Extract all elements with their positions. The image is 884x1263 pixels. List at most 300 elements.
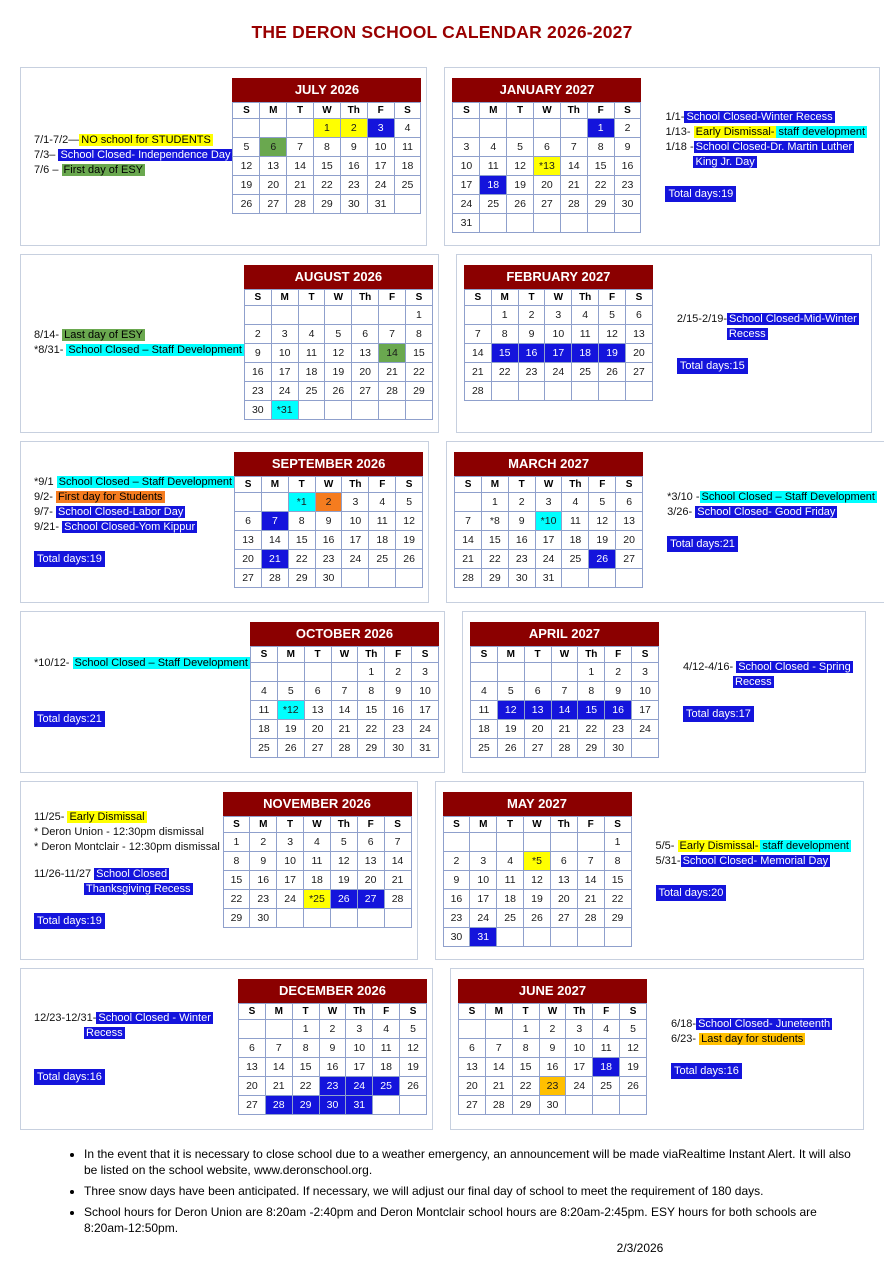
day-cell: 20 bbox=[459, 1077, 486, 1096]
month-title: DECEMBER 2026 bbox=[238, 979, 427, 1003]
day-cell: 18 bbox=[497, 890, 524, 909]
day-cell: 23 bbox=[539, 1077, 566, 1096]
day-cell: 12 bbox=[396, 512, 423, 531]
weekday-header-row bbox=[223, 817, 411, 833]
week-row bbox=[233, 157, 421, 176]
note-line bbox=[677, 327, 859, 342]
day-cell: 8 bbox=[223, 852, 250, 871]
day-cell: 20 bbox=[352, 363, 379, 382]
month-title: OCTOBER 2026 bbox=[250, 622, 439, 646]
day-cell: 12 bbox=[233, 157, 260, 176]
note-line bbox=[34, 133, 232, 148]
month-notes bbox=[683, 660, 853, 722]
day-cell: 6 bbox=[239, 1039, 266, 1058]
day-cell: 30 bbox=[605, 739, 632, 758]
day-cell: 1 bbox=[358, 663, 385, 682]
weekday-header: S bbox=[412, 647, 439, 663]
month-notes bbox=[34, 810, 223, 929]
day-cell bbox=[265, 1020, 292, 1039]
weekday-header: F bbox=[587, 103, 614, 119]
note-segment: School Closed – Staff Development bbox=[74, 656, 248, 669]
weekday-header: S bbox=[471, 647, 498, 663]
note-segment: King Jr. Day bbox=[695, 155, 755, 168]
day-cell: 5 bbox=[330, 833, 357, 852]
note-segment: Recess bbox=[86, 1027, 123, 1039]
day-cell: 30 bbox=[443, 928, 470, 947]
weekday-header: T bbox=[287, 103, 314, 119]
day-cell bbox=[455, 493, 482, 512]
day-cell bbox=[287, 119, 314, 138]
day-cell: 24 bbox=[342, 550, 369, 569]
day-cell bbox=[485, 1020, 512, 1039]
calendar-july-2026 bbox=[232, 78, 421, 214]
note-segment: School Closed- Memorial Day bbox=[682, 854, 829, 867]
day-cell: 2 bbox=[605, 663, 632, 682]
day-cell bbox=[471, 663, 498, 682]
note-line bbox=[34, 163, 232, 178]
weekday-header: F bbox=[593, 1004, 620, 1020]
day-cell: 14 bbox=[261, 531, 288, 550]
calendar-grid bbox=[443, 816, 632, 947]
day-cell: 23 bbox=[518, 363, 545, 382]
day-cell: 9 bbox=[340, 138, 367, 157]
calendar-august-2026 bbox=[244, 265, 433, 420]
calendar-grid bbox=[232, 102, 421, 214]
day-cell: 9 bbox=[443, 871, 470, 890]
day-cell bbox=[235, 493, 262, 512]
day-cell: 26 bbox=[233, 195, 260, 214]
day-cell: 8 bbox=[292, 1039, 319, 1058]
month-panel-july-2026 bbox=[20, 67, 427, 246]
day-cell bbox=[239, 1020, 266, 1039]
week-row bbox=[239, 1039, 427, 1058]
week-row bbox=[235, 512, 423, 531]
day-cell: 6 bbox=[625, 306, 652, 325]
day-cell bbox=[518, 382, 545, 401]
day-cell bbox=[497, 928, 524, 947]
day-cell: 1 bbox=[512, 1020, 539, 1039]
calendar-row bbox=[20, 441, 875, 603]
week-row bbox=[471, 739, 659, 758]
day-cell: 8 bbox=[314, 138, 341, 157]
day-cell: 17 bbox=[367, 157, 394, 176]
day-cell: 24 bbox=[632, 720, 659, 739]
note-segment: *9/1 bbox=[34, 476, 57, 488]
calendar-grid bbox=[250, 646, 439, 758]
day-cell bbox=[325, 401, 352, 420]
calendar-november-2026 bbox=[223, 792, 412, 928]
week-row bbox=[233, 138, 421, 157]
day-cell: 10 bbox=[342, 512, 369, 531]
day-cell: 27 bbox=[352, 382, 379, 401]
weekday-header: W bbox=[551, 647, 578, 663]
week-row bbox=[459, 1020, 647, 1039]
day-cell: 18 bbox=[304, 871, 331, 890]
note-segment: Recess bbox=[735, 676, 772, 688]
day-cell: 20 bbox=[235, 550, 262, 569]
day-cell: 17 bbox=[277, 871, 304, 890]
note-segment: Last day for students bbox=[701, 1033, 804, 1045]
calendar-december-2026 bbox=[238, 979, 427, 1115]
day-cell: 26 bbox=[325, 382, 352, 401]
day-cell bbox=[491, 382, 518, 401]
note-line bbox=[34, 656, 250, 671]
day-cell: 7 bbox=[455, 512, 482, 531]
day-cell: 31 bbox=[453, 214, 480, 233]
week-row bbox=[471, 701, 659, 720]
note-line bbox=[665, 140, 867, 155]
note-gap bbox=[34, 683, 250, 695]
weekday-header: S bbox=[459, 1004, 486, 1020]
weekday-header: T bbox=[277, 817, 304, 833]
day-cell: 13 bbox=[304, 701, 331, 720]
weekday-header: T bbox=[304, 647, 331, 663]
weekday-header: W bbox=[331, 647, 358, 663]
day-cell: 11 bbox=[480, 157, 507, 176]
weekday-header-row bbox=[459, 1004, 647, 1020]
day-cell: 2 bbox=[250, 833, 277, 852]
note-segment: *10/12- bbox=[34, 656, 73, 669]
day-cell: 17 bbox=[566, 1058, 593, 1077]
day-cell: 20 bbox=[357, 871, 384, 890]
day-cell: 14 bbox=[287, 157, 314, 176]
calendar-may-2027 bbox=[443, 792, 632, 947]
weekday-header: F bbox=[577, 817, 604, 833]
day-cell: 16 bbox=[605, 701, 632, 720]
day-cell: 23 bbox=[443, 909, 470, 928]
day-cell bbox=[400, 1096, 427, 1115]
day-cell: *8 bbox=[481, 512, 508, 531]
day-cell: 1 bbox=[578, 663, 605, 682]
note-line bbox=[677, 312, 859, 327]
note-line bbox=[34, 810, 223, 825]
day-cell: 10 bbox=[566, 1039, 593, 1058]
day-cell bbox=[470, 833, 497, 852]
day-cell: 5 bbox=[277, 682, 304, 701]
day-cell: 11 bbox=[373, 1039, 400, 1058]
note-segment: School Closed-Yom Kippur bbox=[64, 521, 196, 533]
day-cell: 21 bbox=[261, 550, 288, 569]
month-notes bbox=[656, 839, 852, 901]
day-cell: 5 bbox=[620, 1020, 647, 1039]
week-row bbox=[459, 1039, 647, 1058]
note-line bbox=[34, 475, 234, 490]
day-cell: 17 bbox=[632, 701, 659, 720]
day-cell: 11 bbox=[572, 325, 599, 344]
day-cell: 4 bbox=[251, 682, 278, 701]
day-cell: 31 bbox=[367, 195, 394, 214]
weekday-header: W bbox=[315, 477, 342, 493]
total-days-badge: Total days:21 bbox=[34, 711, 105, 727]
day-cell: 11 bbox=[394, 138, 421, 157]
note-segment: School Closed-Labor Day bbox=[58, 506, 184, 518]
weekday-header: M bbox=[265, 1004, 292, 1020]
month-panel-april-2027 bbox=[462, 611, 866, 773]
day-cell bbox=[507, 119, 534, 138]
day-cell: 23 bbox=[244, 382, 271, 401]
day-cell: 28 bbox=[265, 1096, 292, 1115]
note-line bbox=[34, 490, 234, 505]
week-row bbox=[239, 1096, 427, 1115]
day-cell: 3 bbox=[566, 1020, 593, 1039]
weekday-header: M bbox=[485, 1004, 512, 1020]
day-cell: 17 bbox=[453, 176, 480, 195]
day-cell: 28 bbox=[577, 909, 604, 928]
day-cell bbox=[352, 401, 379, 420]
day-cell: 24 bbox=[545, 363, 572, 382]
day-cell: 19 bbox=[396, 531, 423, 550]
weekday-header: S bbox=[233, 103, 260, 119]
day-cell: 22 bbox=[587, 176, 614, 195]
weekday-header: Th bbox=[342, 477, 369, 493]
note-line bbox=[667, 505, 877, 520]
day-cell: 6 bbox=[357, 833, 384, 852]
day-cell bbox=[497, 833, 524, 852]
day-cell: 23 bbox=[614, 176, 641, 195]
weekday-header-row bbox=[471, 647, 659, 663]
weekday-header: S bbox=[384, 817, 411, 833]
day-cell: *10 bbox=[535, 512, 562, 531]
month-notes bbox=[677, 312, 859, 374]
day-cell: 11 bbox=[251, 701, 278, 720]
day-cell: 29 bbox=[604, 909, 631, 928]
day-cell: 6 bbox=[524, 682, 551, 701]
day-cell: 17 bbox=[535, 531, 562, 550]
day-cell: 28 bbox=[384, 890, 411, 909]
day-cell: 15 bbox=[314, 157, 341, 176]
note-segment: 12/23-12/31- bbox=[34, 1012, 97, 1024]
note-line bbox=[34, 1026, 238, 1041]
day-cell: 18 bbox=[251, 720, 278, 739]
note-line bbox=[34, 882, 223, 897]
weekday-header: W bbox=[319, 1004, 346, 1020]
calendar-grid bbox=[452, 102, 641, 233]
weekday-header: W bbox=[314, 103, 341, 119]
day-cell bbox=[614, 214, 641, 233]
day-cell bbox=[551, 663, 578, 682]
day-cell: 26 bbox=[620, 1077, 647, 1096]
day-cell bbox=[625, 382, 652, 401]
calendar-september-2026 bbox=[234, 452, 423, 588]
calendar-row bbox=[20, 968, 864, 1130]
weekday-header: M bbox=[261, 477, 288, 493]
day-cell: 4 bbox=[304, 833, 331, 852]
day-cell: 25 bbox=[480, 195, 507, 214]
week-row bbox=[244, 363, 432, 382]
day-cell bbox=[277, 909, 304, 928]
day-cell: 2 bbox=[319, 1020, 346, 1039]
day-cell: 1 bbox=[481, 493, 508, 512]
day-cell: 16 bbox=[385, 701, 412, 720]
note-line bbox=[34, 505, 234, 520]
day-cell: 19 bbox=[524, 890, 551, 909]
day-cell: 15 bbox=[512, 1058, 539, 1077]
day-cell: 16 bbox=[244, 363, 271, 382]
day-cell: 26 bbox=[599, 363, 626, 382]
day-cell: 25 bbox=[373, 1077, 400, 1096]
day-cell: 25 bbox=[394, 176, 421, 195]
weekday-header: W bbox=[534, 103, 561, 119]
day-cell bbox=[616, 569, 643, 588]
day-cell: 29 bbox=[358, 739, 385, 758]
day-cell: 23 bbox=[605, 720, 632, 739]
day-cell bbox=[577, 928, 604, 947]
day-cell: 15 bbox=[604, 871, 631, 890]
weekday-header: S bbox=[464, 290, 491, 306]
note-segment: 6/23- bbox=[671, 1033, 700, 1045]
note-segment: staff development bbox=[762, 839, 849, 852]
month-panel-february-2027 bbox=[456, 254, 872, 433]
day-cell: 11 bbox=[562, 512, 589, 531]
weekday-header: Th bbox=[340, 103, 367, 119]
day-cell bbox=[396, 569, 423, 588]
day-cell: 25 bbox=[562, 550, 589, 569]
note-segment: Early Dismissal- bbox=[679, 839, 759, 852]
note-segment: 2/15-2/19- bbox=[676, 312, 728, 325]
day-cell: 2 bbox=[508, 493, 535, 512]
weekday-header: Th bbox=[560, 103, 587, 119]
day-cell: 7 bbox=[384, 833, 411, 852]
week-row bbox=[443, 890, 631, 909]
calendar-grid bbox=[470, 646, 659, 758]
day-cell: 16 bbox=[315, 531, 342, 550]
day-cell: 29 bbox=[292, 1096, 319, 1115]
day-cell bbox=[298, 401, 325, 420]
day-cell: 24 bbox=[412, 720, 439, 739]
day-cell: 17 bbox=[470, 890, 497, 909]
day-cell: 18 bbox=[373, 1058, 400, 1077]
day-cell: 21 bbox=[455, 550, 482, 569]
note-segment: School Closed – Staff Development bbox=[58, 476, 233, 488]
day-cell: 28 bbox=[485, 1096, 512, 1115]
weekday-header: M bbox=[470, 817, 497, 833]
month-title: NOVEMBER 2026 bbox=[223, 792, 412, 816]
day-cell: 20 bbox=[260, 176, 287, 195]
day-cell: 27 bbox=[550, 909, 577, 928]
day-cell bbox=[524, 928, 551, 947]
calendar-grid bbox=[238, 1003, 427, 1115]
day-cell: 3 bbox=[632, 663, 659, 682]
weekday-header: S bbox=[453, 103, 480, 119]
day-cell: 1 bbox=[292, 1020, 319, 1039]
day-cell: 28 bbox=[287, 195, 314, 214]
week-row bbox=[464, 306, 652, 325]
day-cell: 8 bbox=[288, 512, 315, 531]
week-row bbox=[233, 176, 421, 195]
week-row bbox=[251, 739, 439, 758]
weekday-header: Th bbox=[550, 817, 577, 833]
day-cell: 9 bbox=[250, 852, 277, 871]
weekday-header: S bbox=[632, 647, 659, 663]
week-row bbox=[453, 157, 641, 176]
month-panel-november-2026 bbox=[20, 781, 418, 960]
day-cell: 2 bbox=[340, 119, 367, 138]
day-cell: 31 bbox=[346, 1096, 373, 1115]
day-cell: 6 bbox=[459, 1039, 486, 1058]
note-line bbox=[671, 1017, 851, 1032]
weekday-header: Th bbox=[572, 290, 599, 306]
month-title: AUGUST 2026 bbox=[244, 265, 433, 289]
weekday-header: S bbox=[614, 103, 641, 119]
note-line bbox=[34, 825, 223, 840]
day-cell: 27 bbox=[534, 195, 561, 214]
weekday-header: T bbox=[292, 1004, 319, 1020]
note-line bbox=[34, 840, 223, 855]
day-cell: 23 bbox=[508, 550, 535, 569]
note-segment: 9/7- bbox=[34, 506, 57, 518]
day-cell: 5 bbox=[507, 138, 534, 157]
day-cell: 19 bbox=[277, 720, 304, 739]
day-cell: 27 bbox=[357, 890, 384, 909]
day-cell: 1 bbox=[587, 119, 614, 138]
day-cell: 20 bbox=[625, 344, 652, 363]
month-panel-september-2026 bbox=[20, 441, 429, 603]
day-cell: 3 bbox=[545, 306, 572, 325]
calendar-row bbox=[20, 611, 864, 773]
day-cell: 5 bbox=[233, 138, 260, 157]
day-cell: 27 bbox=[616, 550, 643, 569]
day-cell: 5 bbox=[599, 306, 626, 325]
note-line bbox=[665, 125, 867, 140]
month-notes bbox=[34, 656, 250, 727]
month-title: MARCH 2027 bbox=[454, 452, 643, 476]
day-cell: 10 bbox=[453, 157, 480, 176]
footer-date: 2/3/2026 bbox=[616, 1241, 664, 1255]
note-gap bbox=[34, 1041, 238, 1053]
day-cell: 12 bbox=[589, 512, 616, 531]
week-row bbox=[453, 195, 641, 214]
weekday-header: Th bbox=[578, 647, 605, 663]
day-cell: 2 bbox=[244, 325, 271, 344]
weekday-header: S bbox=[443, 817, 470, 833]
day-cell: 8 bbox=[512, 1039, 539, 1058]
total-days-badge: Total days:20 bbox=[656, 885, 727, 901]
day-cell: 9 bbox=[385, 682, 412, 701]
footnote-bullet: • In the event that it is necessary to close school due to a weather emergency, an announcement will be made viaRealtime Instant Alert. It will also be listed on the school website, www.deronschool.org. bbox=[84, 1146, 864, 1178]
week-row bbox=[235, 550, 423, 569]
day-cell: 10 bbox=[545, 325, 572, 344]
day-cell: 1 bbox=[405, 306, 432, 325]
day-cell: 9 bbox=[508, 512, 535, 531]
day-cell: 26 bbox=[507, 195, 534, 214]
week-row bbox=[223, 909, 411, 928]
week-row bbox=[443, 928, 631, 947]
day-cell: 1 bbox=[604, 833, 631, 852]
day-cell: 16 bbox=[518, 344, 545, 363]
day-cell: 22 bbox=[481, 550, 508, 569]
day-cell: 29 bbox=[288, 569, 315, 588]
day-cell: 10 bbox=[346, 1039, 373, 1058]
day-cell: 24 bbox=[367, 176, 394, 195]
day-cell: 15 bbox=[223, 871, 250, 890]
month-notes bbox=[671, 1017, 851, 1079]
day-cell bbox=[587, 214, 614, 233]
day-cell: 7 bbox=[265, 1039, 292, 1058]
day-cell: 27 bbox=[524, 739, 551, 758]
day-cell: 26 bbox=[396, 550, 423, 569]
weekday-header: S bbox=[405, 290, 432, 306]
weekday-header-row bbox=[443, 817, 631, 833]
day-cell: 19 bbox=[507, 176, 534, 195]
day-cell: 24 bbox=[470, 909, 497, 928]
weekday-header: W bbox=[524, 817, 551, 833]
day-cell: 30 bbox=[319, 1096, 346, 1115]
day-cell: 10 bbox=[470, 871, 497, 890]
day-cell: 14 bbox=[485, 1058, 512, 1077]
note-segment: School Closed - Spring bbox=[738, 661, 851, 673]
weekday-header: M bbox=[491, 290, 518, 306]
note-segment: Last day of ESY bbox=[64, 328, 144, 341]
